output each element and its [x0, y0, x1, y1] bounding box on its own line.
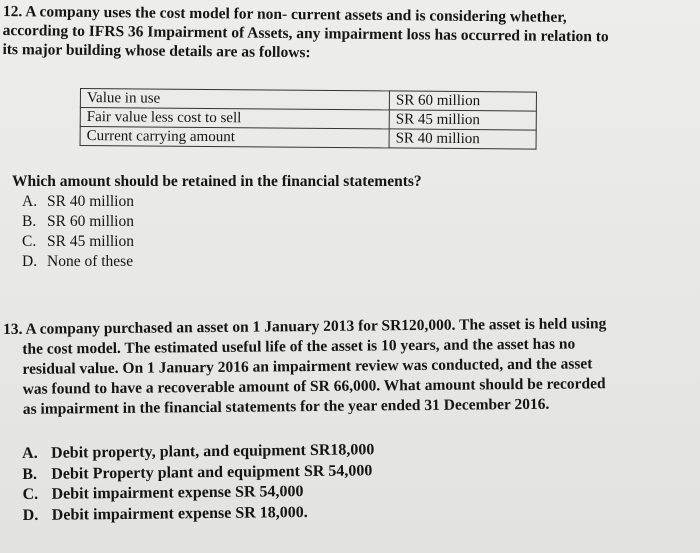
- building-details-table: [80, 88, 537, 150]
- question-13-text: [3, 313, 684, 420]
- option-a: [22, 192, 134, 212]
- option-letter: B.: [22, 213, 37, 230]
- question-12-options: [22, 192, 134, 272]
- option-text: SR 60 million: [47, 213, 134, 230]
- table-cell-label: Current carrying amount: [80, 127, 389, 148]
- table-cell-value: SR 40 million: [389, 129, 536, 149]
- option-letter: B.: [22, 465, 38, 483]
- option-letter: D.: [22, 506, 39, 524]
- option-letter: A.: [22, 193, 38, 210]
- question-13-line: was found to have a recoverable amount of SR 66,000. What amount should be recorded: [22, 375, 606, 398]
- question-13-line: residual value. On 1 January 2016 an impairment review was conducted, and the asset: [22, 355, 593, 378]
- question-13-line: as impairment in the financial statements for the year ended 31 December 2016.: [22, 395, 550, 418]
- option-text: Debit Property plant and equipment SR 54,000: [51, 461, 373, 483]
- option-d: [23, 502, 376, 526]
- question-13-line: the cost model. The estimated useful life of the asset is 10 years, and the asset has no: [22, 335, 576, 358]
- option-b: [22, 461, 375, 485]
- option-letter: D.: [22, 253, 38, 270]
- table-row: [80, 127, 536, 150]
- option-b: [22, 212, 134, 232]
- question-12-line: according to IFRS 36 Impairment of Assets, any impairment loss has occurred in relation to: [2, 21, 609, 46]
- option-text: Debit property, plant, and equipment SR18,000: [51, 441, 375, 462]
- option-letter: C.: [22, 233, 37, 250]
- question-12-text: [2, 2, 643, 66]
- option-letter: C.: [22, 485, 39, 503]
- option-text: Debit impairment expense SR 18,000.: [51, 503, 308, 524]
- option-text: Debit impairment expense SR 54,000: [51, 483, 304, 503]
- question-12-line: 12. A company uses the cost model for non- current assets and is considering whether,: [2, 2, 567, 26]
- table-cell-value: SR 60 million: [389, 91, 536, 111]
- option-text: SR 40 million: [47, 193, 134, 210]
- option-d: [22, 252, 134, 272]
- table-cell-label: Fair value less cost to sell: [80, 108, 389, 129]
- question-12-prompt: Which amount should be retained in the financial statements?: [12, 173, 422, 190]
- question-13-line: 13. A company purchased an asset on 1 January 2013 for SR120,000. The asset is held using: [3, 315, 607, 338]
- option-text: None of these: [47, 253, 134, 270]
- table-cell-value: SR 45 million: [389, 110, 536, 130]
- question-13-options: [22, 440, 375, 526]
- option-letter: A.: [22, 444, 38, 462]
- option-text: SR 45 million: [47, 233, 134, 250]
- question-12-line: its major building whose details are as follows:: [2, 40, 311, 62]
- table-cell-label: Value in use: [80, 89, 389, 110]
- option-c: [22, 232, 134, 252]
